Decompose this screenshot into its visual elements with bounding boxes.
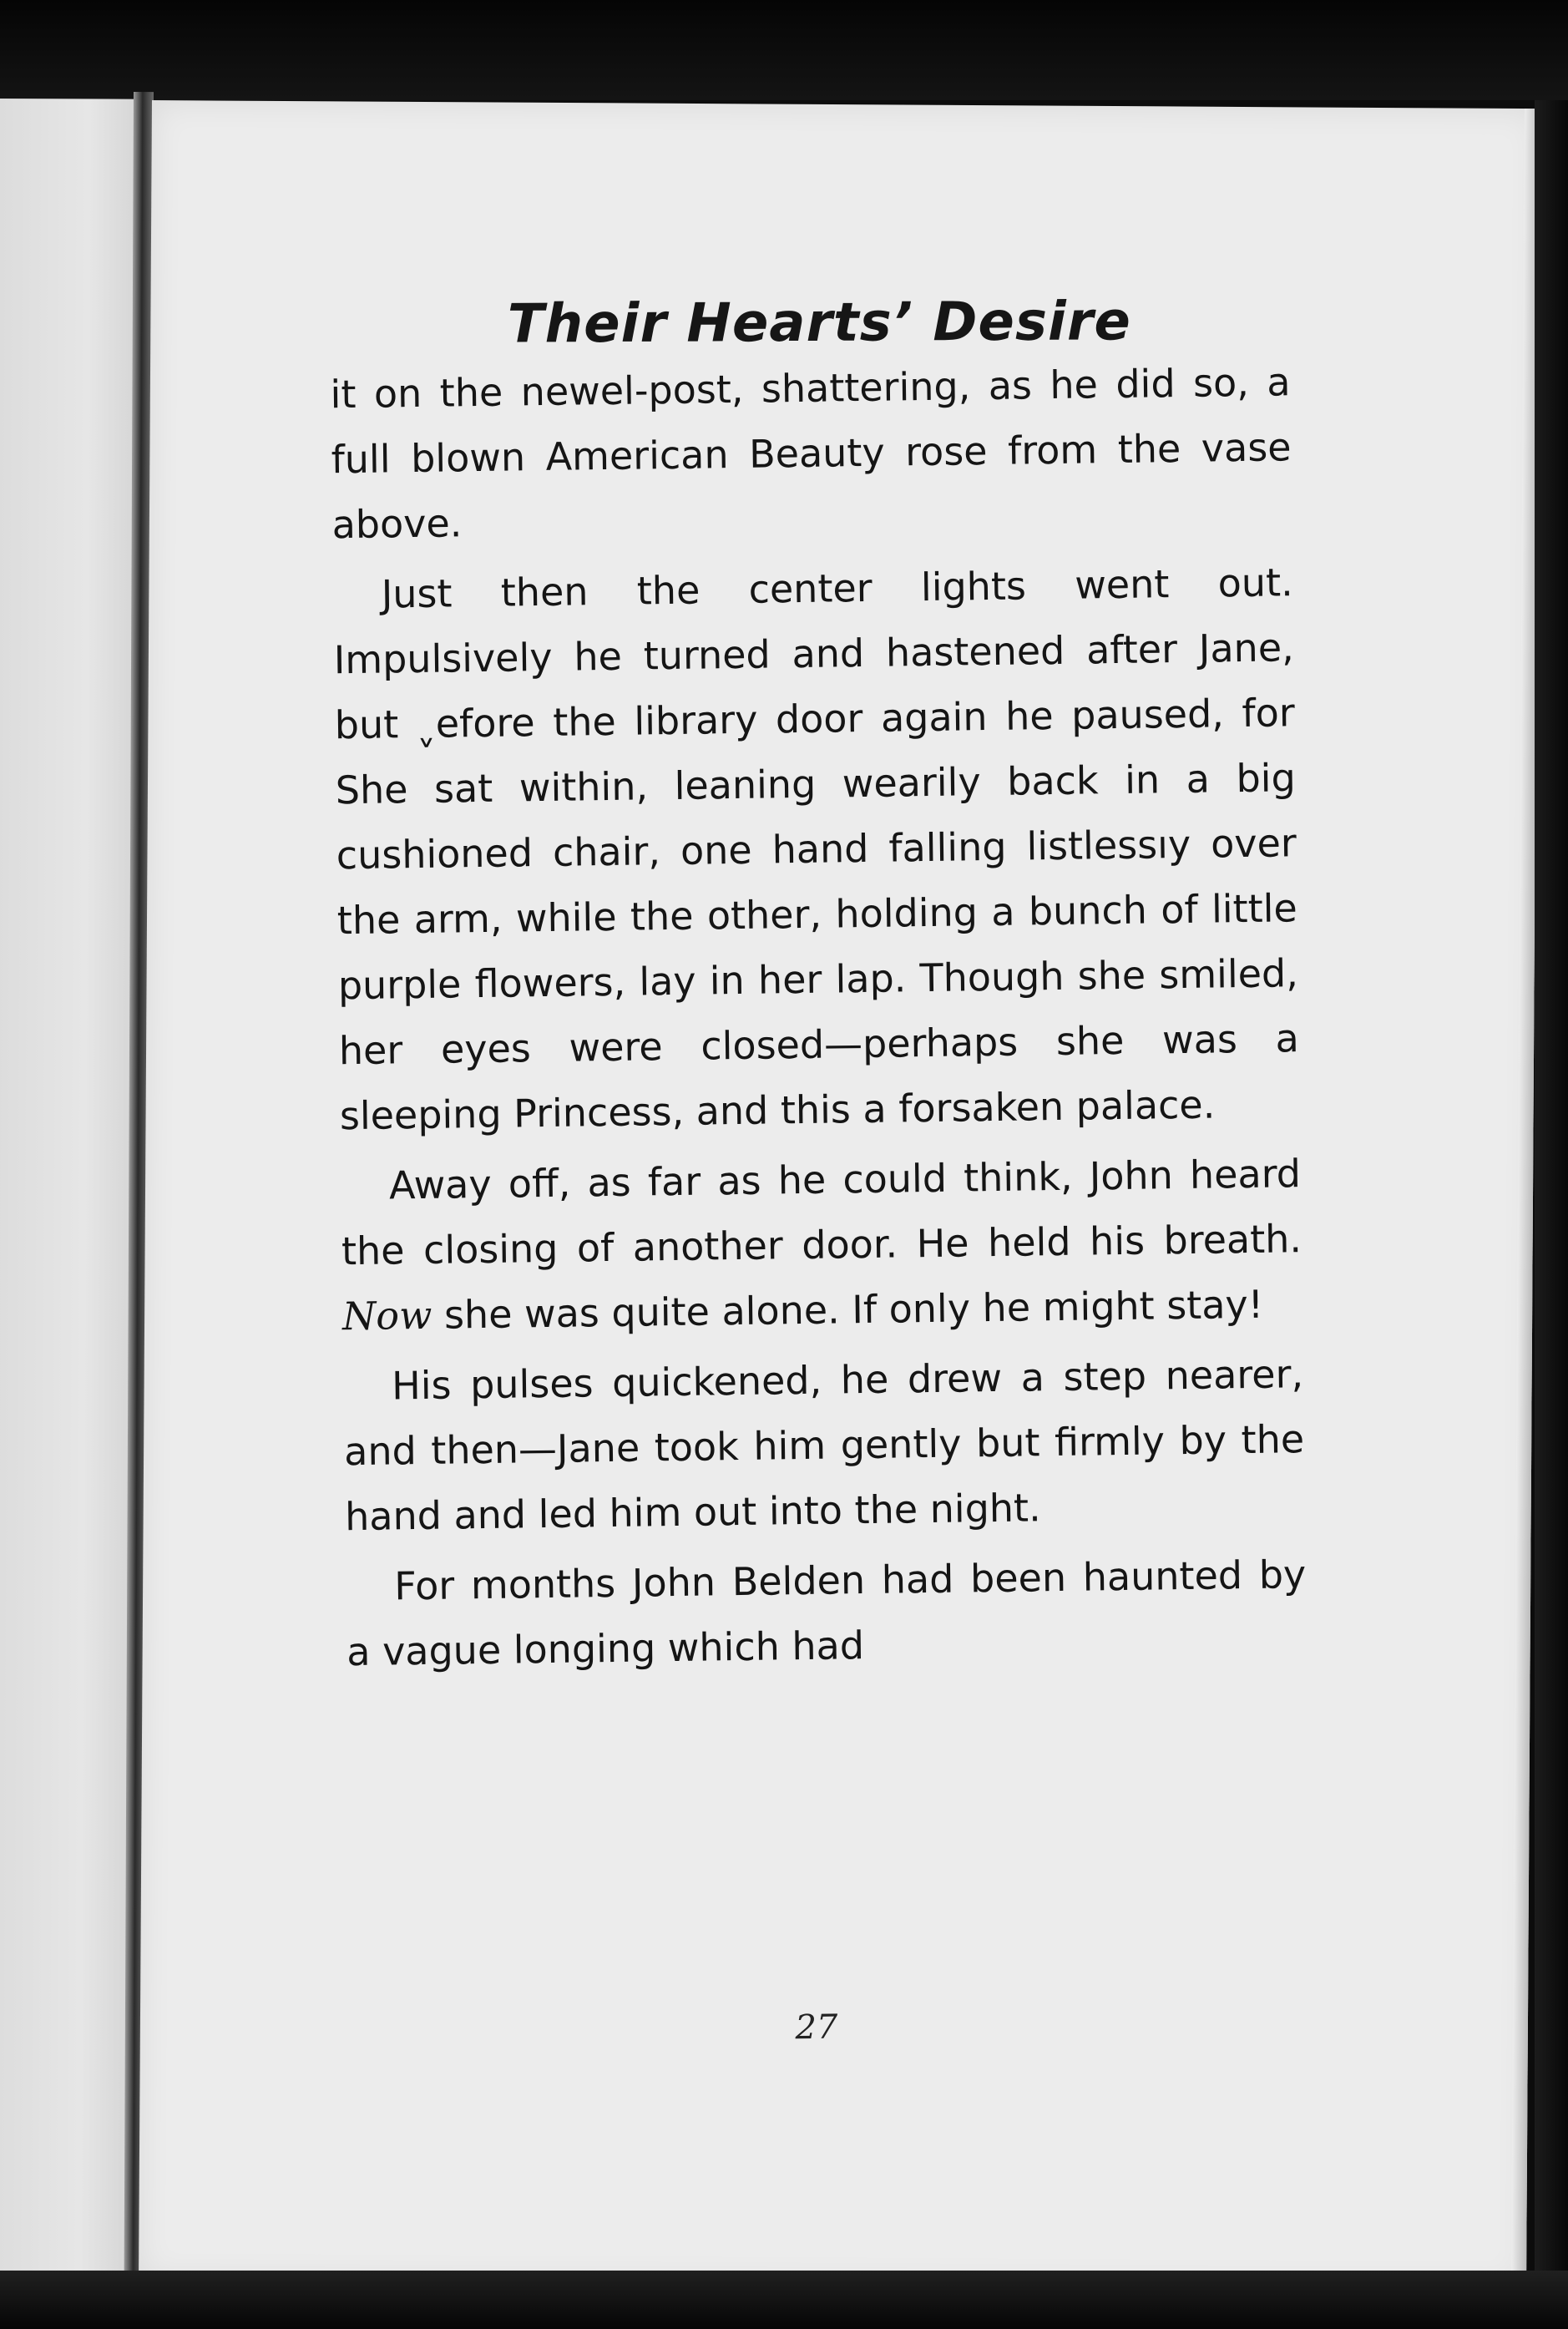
paragraph-2 [332,549,1300,1148]
scan-top-shadow [0,0,1568,100]
page-number: 27 [795,2007,838,2048]
scan-right-edge [1535,100,1568,2329]
scan-bottom-shadow [0,2271,1568,2329]
paragraph-1 [330,349,1292,557]
paragraph-2-text: Just then the center lights went out. Impulsively he turned and hastened after Jane, but ˬefore the library door again he paused, for She sat within, leaning wearily back in a big cushioned chair, one hand falling listlessıy over the arm, while the other, holding a bunch of little purple flowers, lay in her lap. Though she smiled, her eyes were closed—perhaps she was a sleeping Princess, and this a forsaken palace. [333,559,1300,1139]
paragraph-3 [340,1141,1302,1349]
paragraph-3-text-a: Away off, as far as he could think, John heard the closing of another door. He held his breath. [341,1151,1302,1274]
page [139,100,1540,2288]
paragraph-5 [346,1542,1308,1684]
paragraph-5-text: For months John Belden had been haunted by a vague longing which had [346,1552,1307,1675]
paragraph-3-text-b: she was quite alone. If only he might stay! [432,1281,1264,1338]
paragraph-4-text: His pulses quickened, he drew a step nearer, and then—Jane took him gently but firmly by the hand and led him out into the night. [343,1351,1305,1540]
paragraph-1-text: it on the newel-post, shattering, as he did so, a full blown American Beauty rose from the vase above. [330,359,1292,548]
paragraph-4 [343,1341,1306,1549]
running-head: Their Hearts’ Desire [507,291,1132,356]
body-text [330,349,1308,1684]
paragraph-3-emphasis: Now [341,1292,432,1339]
